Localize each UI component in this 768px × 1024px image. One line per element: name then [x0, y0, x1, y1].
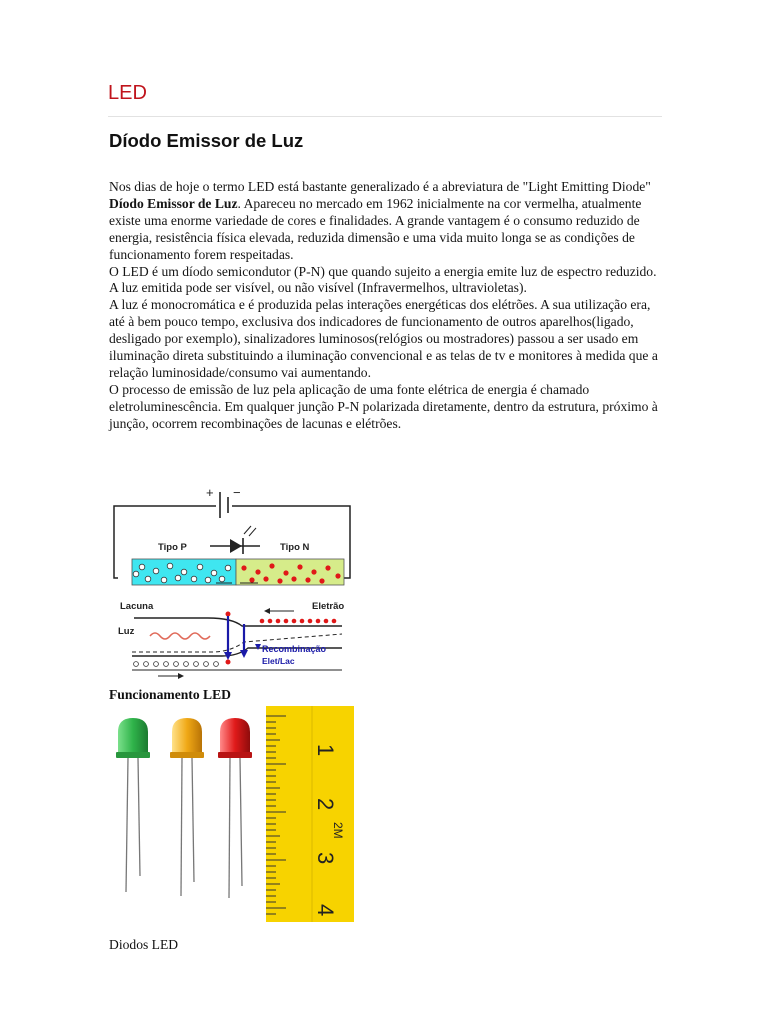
red-led — [218, 718, 252, 898]
ruler-number-2: 2 — [313, 798, 338, 811]
caption-funcionamento: Funcionamento LED — [109, 687, 231, 702]
tipo-p-label: Tipo P — [158, 542, 187, 553]
bold-term: Díodo Emissor de Luz — [109, 195, 238, 211]
recombinacao-label: Recombinação — [262, 644, 327, 654]
recombination-arrowhead-right — [240, 650, 248, 658]
caption-diodos: Diodos LED — [109, 937, 179, 952]
paragraph-electroluminescence: O processo de emissão de luz pela aplicação de uma fonte elétrica de energia é chamado eletroluminescência. Em qualquer junção P-N polarizada diretamente, dentro da estrutura, próximo à junção, ocorrem recombinações de lacunas e elétrões. — [109, 381, 658, 431]
led-operation-diagram — [112, 484, 356, 680]
led-photo — [112, 706, 356, 922]
arrowhead-right-bottom — [178, 673, 184, 679]
ruler — [266, 706, 354, 922]
luz-label: Luz — [118, 626, 135, 637]
ruler-unit-label: 2M — [331, 822, 345, 839]
ruler-number-4: 4 — [313, 904, 338, 917]
section-title: Díodo Emissor de Luz — [109, 130, 304, 151]
arrowhead-left-top — [264, 608, 270, 614]
green-led — [116, 718, 150, 892]
light-wave — [150, 633, 210, 639]
divider — [108, 116, 662, 117]
ruler-number-3: 3 — [313, 852, 338, 865]
battery-minus-label: − — [233, 485, 241, 500]
diode-triangle — [230, 539, 242, 553]
recombination-pointer — [255, 644, 261, 650]
tipo-n-label: Tipo N — [280, 542, 310, 553]
page-heading: LED — [108, 82, 147, 104]
battery-plus-label: + — [206, 485, 214, 500]
paragraph-monochromatic: A luz é monocromática e é produzida pelas interações energéticas dos elétrões. A sua utilização era, até à bem pouco tempo, exclusiva dos indicadores de funcionamento de outros aparelhos(ligado, desligado por exemplo), sinalizadores luminosos(relógios ou mostradores) passou a ser usado em iluminação direta substituindo a iluminação convencional e as telas de tv e monitores à medida que a relação luminosidade/consumo vai aumentando. — [109, 297, 658, 380]
article-body — [109, 179, 661, 433]
amber-led — [170, 718, 204, 896]
eletrao-label: Eletrão — [312, 601, 345, 612]
battery-cover — [216, 494, 232, 514]
paragraph-semiconductor: O LED é um díodo semicondutor (P-N) que quando sujeito a energia emite luz de espectro reduzido. A luz emitida pode ser visível, ou não visível (Infravermelhos, ultravioletas). — [109, 263, 657, 296]
band-holes — [134, 662, 219, 667]
lacuna-label: Lacuna — [120, 601, 154, 612]
emission-arrow-1 — [244, 526, 251, 534]
ruler-number-1: 1 — [313, 744, 338, 757]
emission-arrow-2 — [249, 528, 256, 536]
elet-lac-label: Elet/Lac — [262, 656, 295, 666]
paragraph-intro: Nos dias de hoje o termo LED está bastante generalizado é a abreviatura de "Light Emitting Diode" Díodo Emissor de Luz. Apareceu no mercado em 1962 inicialmente na cor vermelha, atualmente existe uma enorme variedade de cores e finalidades. A grande vantagem é o consumo reduzido de energia, resistência física elevada, reduzida dimensão e uma vida muito longa se as condições de funcionamento forem respeitadas. — [109, 179, 651, 262]
